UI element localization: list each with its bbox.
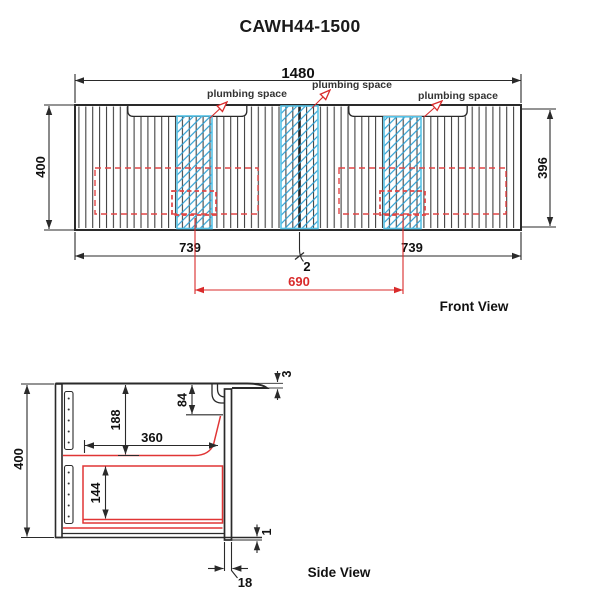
drawing-title: CAWH44-1500 [239, 16, 361, 36]
dimension-basin-drop [176, 385, 224, 415]
side-view-drawing [11, 370, 371, 590]
svg-text:360: 360 [141, 430, 163, 445]
front-view-drawing [33, 65, 556, 314]
svg-text:739: 739 [179, 240, 201, 255]
handle-notch-left [128, 106, 247, 116]
svg-text:3: 3 [280, 370, 294, 378]
dimension-height-right [521, 109, 556, 227]
plumbing-space-label-right: plumbing space [418, 90, 498, 102]
svg-text:84: 84 [175, 393, 190, 407]
plumbing-space-label-center: plumbing space [312, 79, 392, 91]
dimension-front-thickness [208, 542, 252, 590]
svg-text:1: 1 [260, 528, 274, 536]
svg-text:188: 188 [109, 409, 123, 431]
svg-text:2: 2 [303, 259, 311, 274]
svg-text:400: 400 [33, 156, 48, 178]
svg-text:1480: 1480 [281, 65, 315, 82]
svg-text:690: 690 [288, 274, 310, 289]
plumbing-hatch-right [384, 117, 421, 229]
dimension-doors [75, 232, 521, 274]
side-view-label: Side View [307, 565, 371, 580]
svg-text:400: 400 [11, 448, 26, 470]
dimension-internal-depth [85, 430, 219, 453]
countertop-profile [56, 384, 268, 389]
svg-text:18: 18 [237, 575, 253, 590]
svg-text:144: 144 [89, 482, 103, 504]
back-panel [56, 384, 63, 538]
dimension-top-drawer-space [109, 385, 139, 456]
plumbing-space-label-left: plumbing space [207, 88, 287, 100]
slide-strip-lower [65, 466, 74, 524]
basin-curve-inner [218, 384, 225, 397]
dimension-height-left [33, 105, 75, 230]
svg-text:739: 739 [401, 240, 423, 255]
plumbing-hatch-left [177, 116, 212, 229]
slide-strip-upper [65, 392, 74, 450]
plumbing-hatch-center [281, 106, 318, 229]
door-panel [225, 389, 232, 540]
handle-notch-right [349, 106, 467, 116]
front-view-label: Front View [439, 299, 509, 314]
dimension-bottom-reveal [257, 525, 274, 554]
lower-drawer-box [83, 466, 223, 523]
dimension-side-height [11, 384, 54, 538]
svg-text:396: 396 [535, 157, 550, 179]
dimension-drawer-inner-height [89, 467, 106, 519]
